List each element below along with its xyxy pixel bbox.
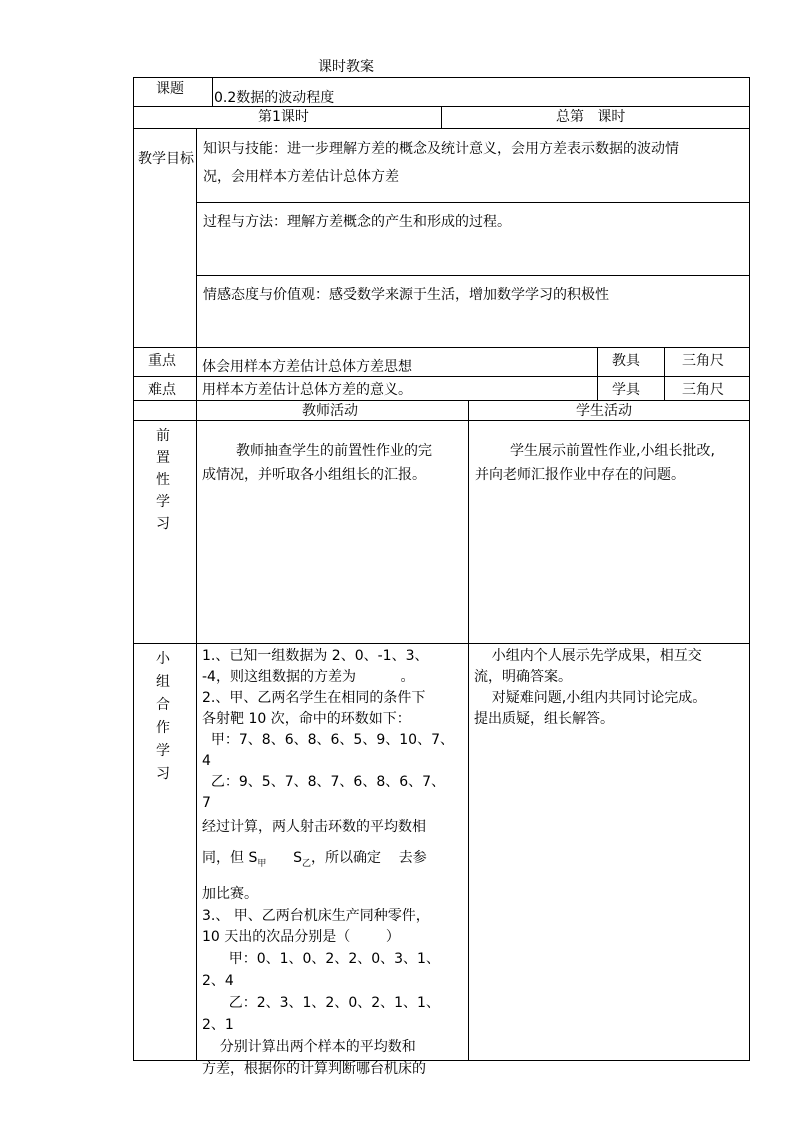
variance-subscript-jia: 甲	[257, 858, 267, 869]
topic-label: 课题	[156, 81, 184, 97]
group-teacher-line: 4	[202, 753, 211, 769]
group-teacher-line: 加比赛。	[202, 885, 258, 902]
learning-tool-label: 学具	[612, 382, 640, 398]
period-left: 第1课时	[258, 109, 309, 125]
objective-knowledge-line-1: 知识与技能：进一步理解方差的概念及统计意义，会用方差表示数据的波动情	[203, 141, 679, 157]
group-teacher-line: 各射靶 10 次，命中的环数如下：	[202, 711, 411, 727]
variance-subscript-yi: 乙	[301, 858, 311, 869]
group-teacher-line: 甲：0、1、0、2、2、0、3、1、	[202, 950, 440, 967]
objective-knowledge-line-2: 况，会用样本方差估计总体方差	[203, 169, 399, 185]
group-teacher-line: 10 天出的次品分别是（ ）	[202, 928, 400, 945]
objective-process: 过程与方法：理解方差概念的产生和形成的过程。	[203, 214, 511, 230]
topic-value: 0.2数据的波动程度	[214, 90, 335, 106]
group-teacher-line: 乙：2、3、1、2、0、2、1、1、	[202, 994, 440, 1011]
group-teacher-line: -4，则这组数据的方差为 。	[202, 669, 415, 685]
key-point-value: 体会用样本方差估计总体方差思想	[202, 359, 412, 375]
key-point-label: 重点	[148, 353, 176, 369]
objectives-label: 教学目标	[138, 151, 194, 167]
preview-teacher-line-1: 教师抽查学生的前置性作业的完	[236, 443, 432, 459]
group-teacher-line: 方差，根据你的计算判断哪台机床的	[202, 1060, 426, 1077]
group-student-line: 流，明确答案。	[474, 669, 572, 685]
group-teacher-line: 2.、甲、乙两名学生在相同的条件下	[202, 690, 426, 706]
teaching-tool-value: 三角尺	[682, 353, 724, 369]
objective-emotion: 情感态度与价值观：感受数学来源于生活，增加数学学习的积极性	[203, 287, 609, 303]
group-teacher-line: 2、1	[202, 1016, 234, 1033]
group-teacher-line: 3.、 甲、乙两台机床生产同种零件，	[202, 907, 430, 924]
preview-student-line-2: 并向老师汇报作业中存在的问题。	[475, 467, 685, 483]
learning-tool-value: 三角尺	[682, 382, 724, 398]
group-teacher-line: 甲：7、8、6、8、6、5、9、10、7、	[202, 732, 454, 748]
preview-teacher-line-2: 成情况，并听取各小组组长的汇报。	[202, 467, 426, 483]
group-student-line: 提出质疑，组长解答。	[474, 711, 614, 727]
group-section-label: 小组合作学习	[156, 651, 170, 782]
group-teacher-line: 乙：9、5、7、8、7、6、8、6、7、	[202, 774, 446, 790]
group-teacher-line: 1.、已知一组数据为 2、0、-1、3、	[202, 648, 429, 664]
preview-student-line-1: 学生展示前置性作业,小组长批改,	[510, 443, 715, 459]
group-teacher-line: 7	[202, 795, 211, 811]
difficulty-label: 难点	[148, 382, 176, 398]
group-student-content	[474, 646, 748, 730]
preview-section-label: 前置性学习	[156, 428, 170, 532]
document-title: 课时教案	[318, 59, 374, 75]
group-student-line: 小组内个人展示先学成果，相互交	[474, 648, 702, 664]
period-right: 总第 课时	[556, 109, 626, 125]
student-activity-header: 学生活动	[576, 403, 632, 419]
group-teacher-line: 经过计算，两人射击环数的平均数相	[202, 819, 426, 835]
teacher-activity-header: 教师活动	[302, 403, 358, 419]
difficulty-value: 用样本方差估计总体方差的意义。	[202, 382, 412, 398]
variance-comparison-line: 同，但 $S_甲$ $S_乙$，所以确定 去参	[202, 850, 427, 869]
teaching-tool-label: 教具	[612, 353, 640, 369]
group-teacher-content	[202, 646, 466, 1080]
group-student-line: 对疑难问题,小组内共同讨论完成。	[474, 690, 707, 706]
group-teacher-line: 2、4	[202, 972, 234, 989]
group-teacher-line: 分别计算出两个样本的平均数和	[202, 1038, 416, 1055]
